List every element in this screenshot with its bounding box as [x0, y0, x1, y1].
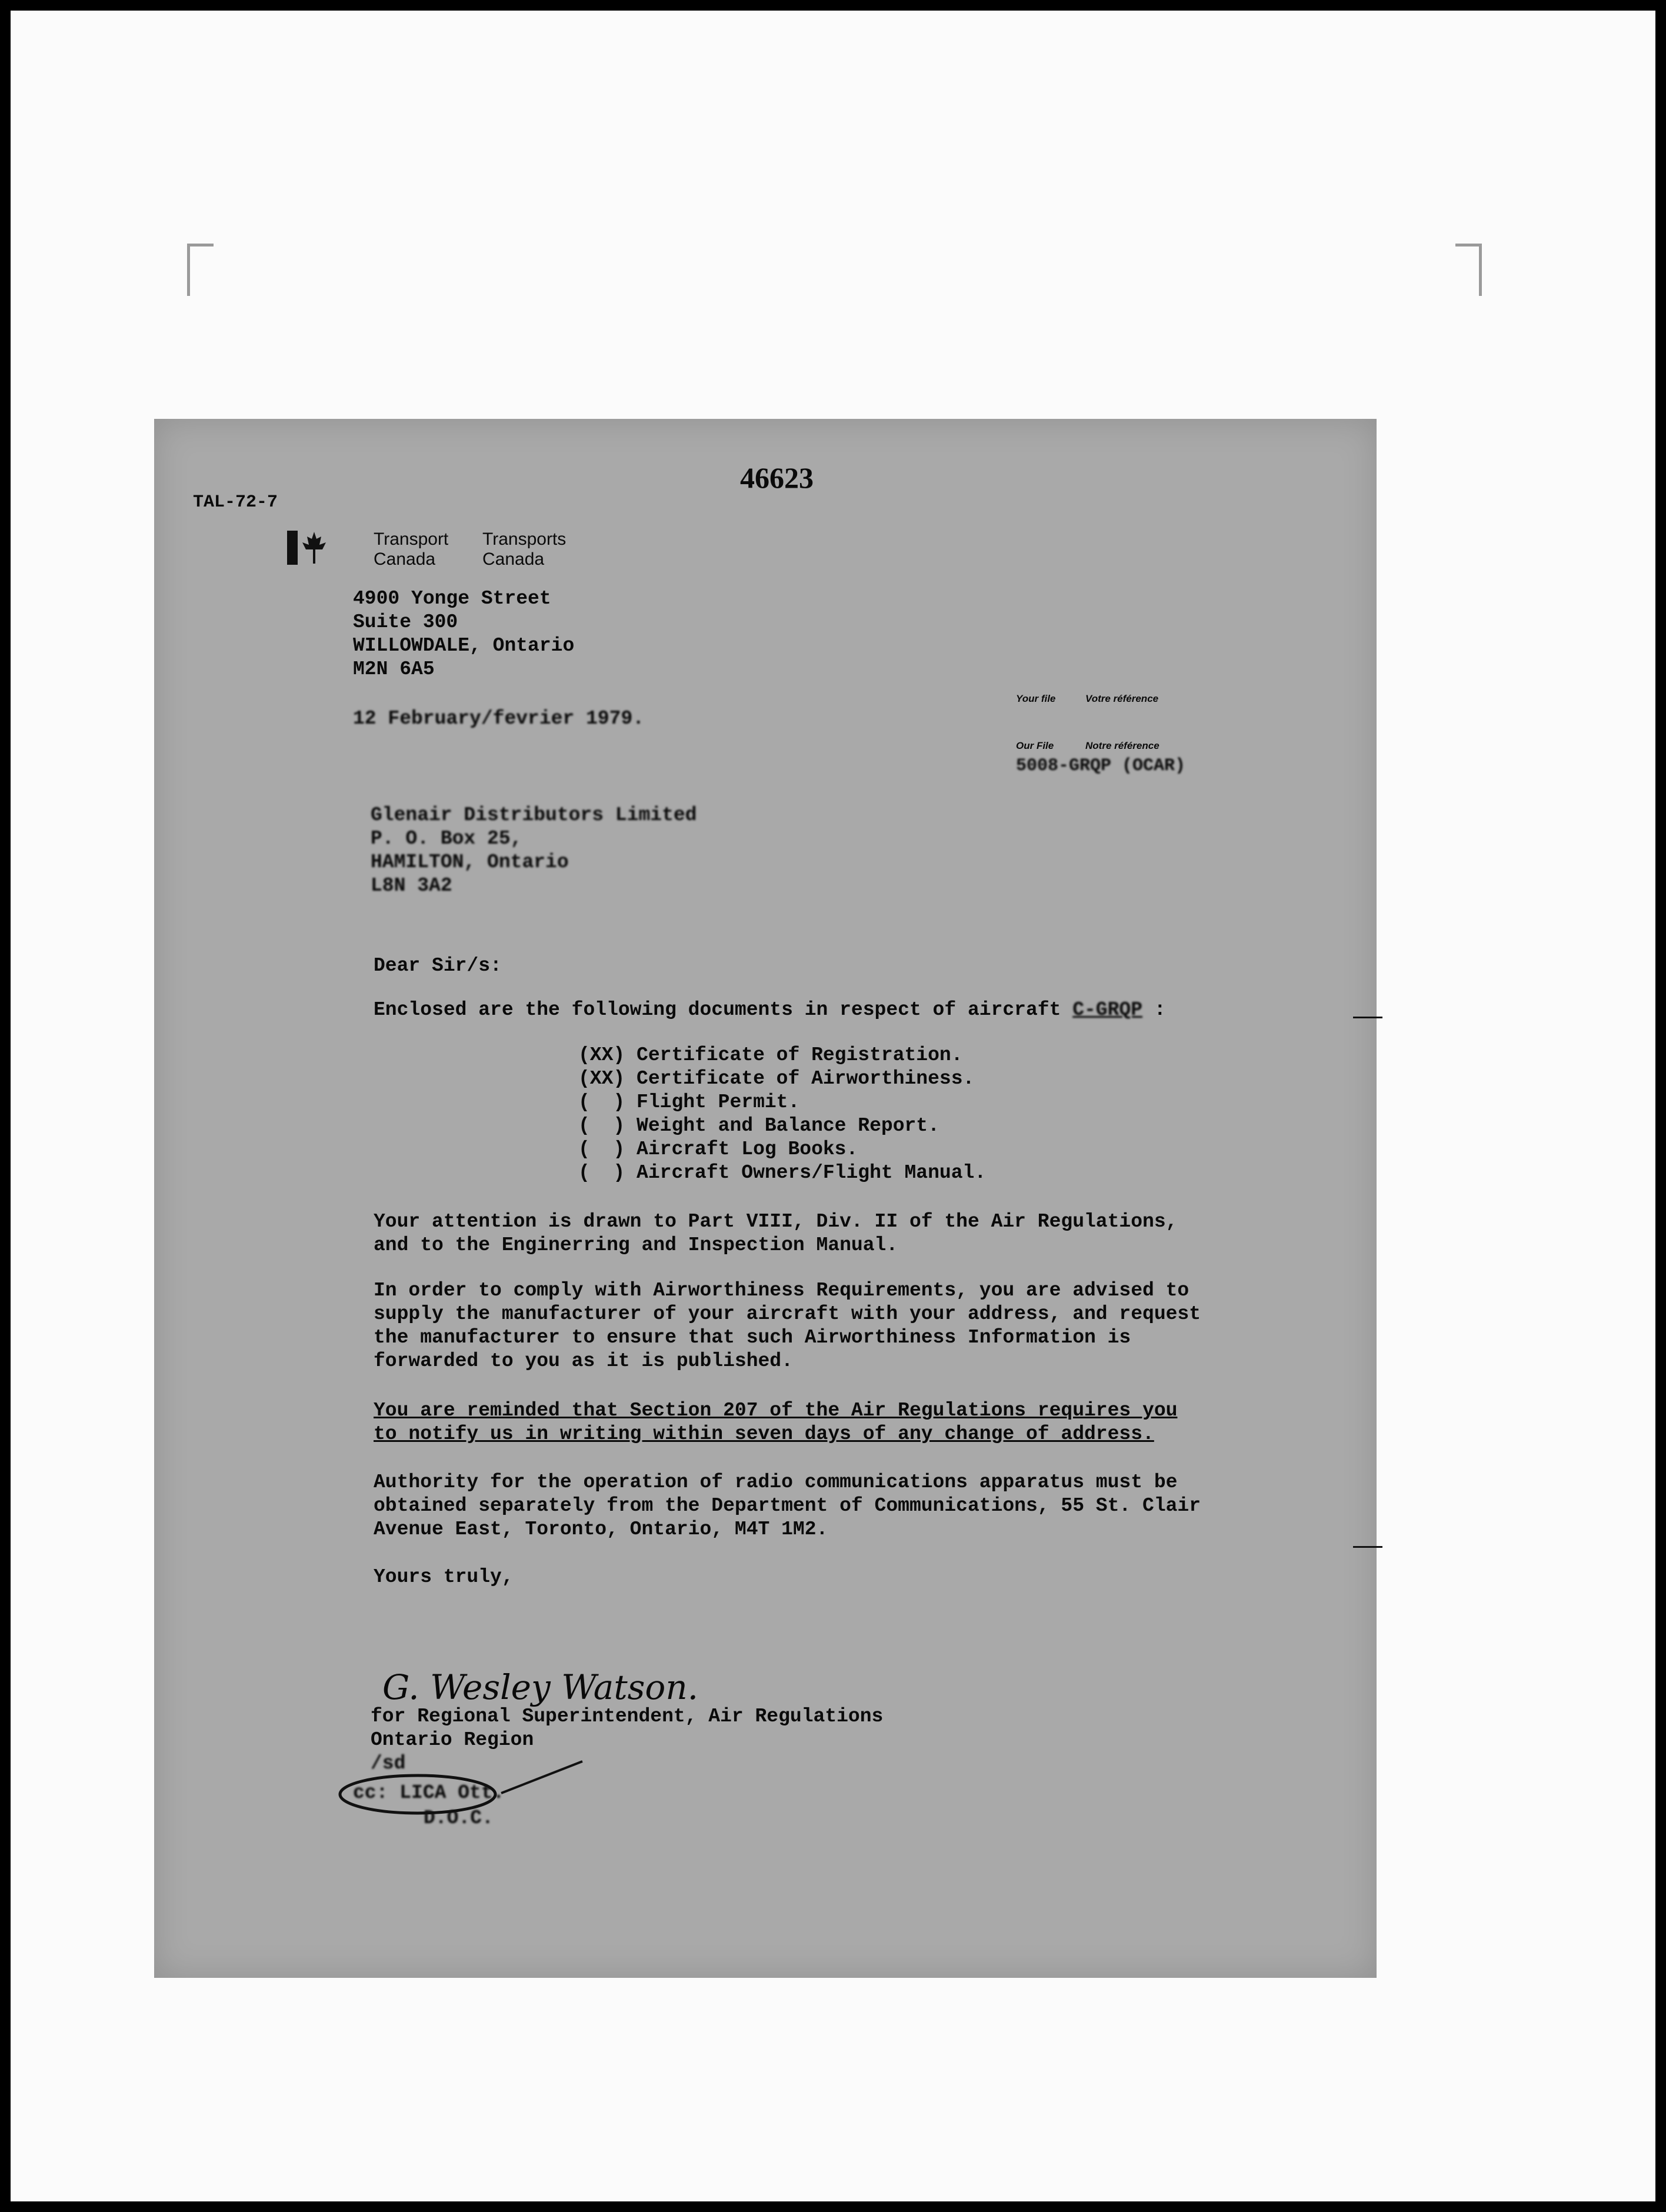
text-line: forwarded to you as it is published. — [374, 1350, 793, 1372]
paragraph-regulations — [374, 1210, 1177, 1257]
crop-mark-right — [1455, 244, 1482, 296]
recipient-line: P. O. Box 25, — [371, 828, 522, 850]
intro-text: Enclosed are the following documents in respect of aircraft — [374, 999, 1061, 1021]
document-item — [578, 1138, 986, 1161]
document-item — [578, 1091, 986, 1114]
document-label: Aircraft Log Books. — [637, 1138, 858, 1160]
document-item — [578, 1161, 986, 1185]
address-line: WILLOWDALE, Ontario — [353, 635, 575, 657]
edge-mark — [1353, 1546, 1382, 1548]
text-line: obtained separately from the Department of Communications, 55 St. Clair — [374, 1495, 1201, 1517]
recipient-line: Glenair Distributors Limited — [371, 804, 697, 826]
our-file-value: 5008-GRQP (OCAR) — [1016, 756, 1186, 776]
text-line: supply the manufacturer of your aircraft with your address, and request — [374, 1303, 1201, 1325]
text-line: and to the Enginerring and Inspection Manual. — [374, 1234, 898, 1256]
aircraft-registration: C-GRQP — [1072, 999, 1143, 1021]
enclosed-documents-list — [578, 1044, 986, 1185]
document-label: Flight Permit. — [637, 1091, 800, 1113]
org-name-en-2: Canada — [374, 549, 436, 569]
document-number: 46623 — [740, 461, 814, 494]
document-checkbox: ( ) — [578, 1138, 625, 1160]
document-item — [578, 1044, 986, 1067]
letter-date: 12 February/fevrier 1979. — [353, 708, 645, 729]
cc-doc: D.O.C. — [424, 1807, 494, 1829]
signatory-region: Ontario Region — [371, 1729, 534, 1751]
document-checkbox: (XX) — [578, 1044, 625, 1066]
salutation: Dear Sir/s: — [374, 955, 502, 977]
paragraph-radio — [374, 1471, 1201, 1541]
recipient-line: L8N 3A2 — [371, 875, 452, 897]
our-file-label: Our File — [1016, 740, 1054, 751]
crop-mark-left — [187, 244, 214, 296]
address-line: Suite 300 — [353, 611, 458, 633]
recipient-line: HAMILTON, Ontario — [371, 851, 569, 873]
address-line: 4900 Yonge Street — [353, 588, 551, 609]
org-name-en: Transport — [374, 529, 449, 549]
document-label: Weight and Balance Report. — [637, 1115, 939, 1137]
document-label: Certificate of Registration. — [637, 1044, 963, 1066]
your-file-label-fr: Votre référence — [1085, 693, 1159, 704]
intro-line — [374, 998, 1166, 1022]
canada-flag-logo — [287, 531, 328, 565]
intro-colon: : — [1154, 999, 1166, 1021]
text-line: Your attention is drawn to Part VIII, Div. II of the Air Regulations, — [374, 1211, 1178, 1232]
paragraph-airworthiness — [374, 1279, 1201, 1373]
signatory-title: for Regional Superintendent, Air Regulations — [371, 1705, 884, 1727]
cc-line: cc: LICA Ott. — [353, 1782, 505, 1804]
document-checkbox: ( ) — [578, 1091, 625, 1113]
our-file-label-fr: Notre référence — [1085, 740, 1159, 751]
edge-mark — [1353, 1017, 1382, 1018]
org-name-fr-2: Canada — [482, 549, 545, 569]
cc-circle-annotation — [335, 1759, 606, 1824]
signed-mark: /sd — [371, 1753, 406, 1774]
document-item — [578, 1114, 986, 1138]
address-line: M2N 6A5 — [353, 658, 435, 680]
document-checkbox: ( ) — [578, 1115, 625, 1137]
text-line: You are reminded that Section 207 of the Air Regulations requires you — [374, 1400, 1178, 1421]
handwritten-signature: G. Wesley Watson. — [382, 1667, 699, 1707]
document-checkbox: (XX) — [578, 1068, 625, 1090]
text-line: In order to comply with Airworthiness Requirements, you are advised to — [374, 1280, 1189, 1301]
paragraph-change-of-address — [374, 1399, 1177, 1446]
form-code: TAL-72-7 — [193, 492, 278, 512]
sender-address — [353, 587, 574, 681]
text-line: to notify us in writing within seven days of any change of address. — [374, 1423, 1154, 1445]
recipient-address — [371, 804, 697, 898]
document-label: Aircraft Owners/Flight Manual. — [637, 1162, 987, 1184]
your-file-label: Your file — [1016, 693, 1056, 704]
closing: Yours truly, — [374, 1566, 514, 1588]
text-line: Authority for the operation of radio communications apparatus must be — [374, 1471, 1178, 1493]
text-line: Avenue East, Toronto, Ontario, M4T 1M2. — [374, 1518, 828, 1540]
document-label: Certificate of Airworthiness. — [637, 1068, 975, 1090]
text-line: the manufacturer to ensure that such Airworthiness Information is — [374, 1327, 1131, 1348]
org-name-fr: Transports — [482, 529, 567, 549]
document-item — [578, 1067, 986, 1091]
document-checkbox: ( ) — [578, 1162, 625, 1184]
